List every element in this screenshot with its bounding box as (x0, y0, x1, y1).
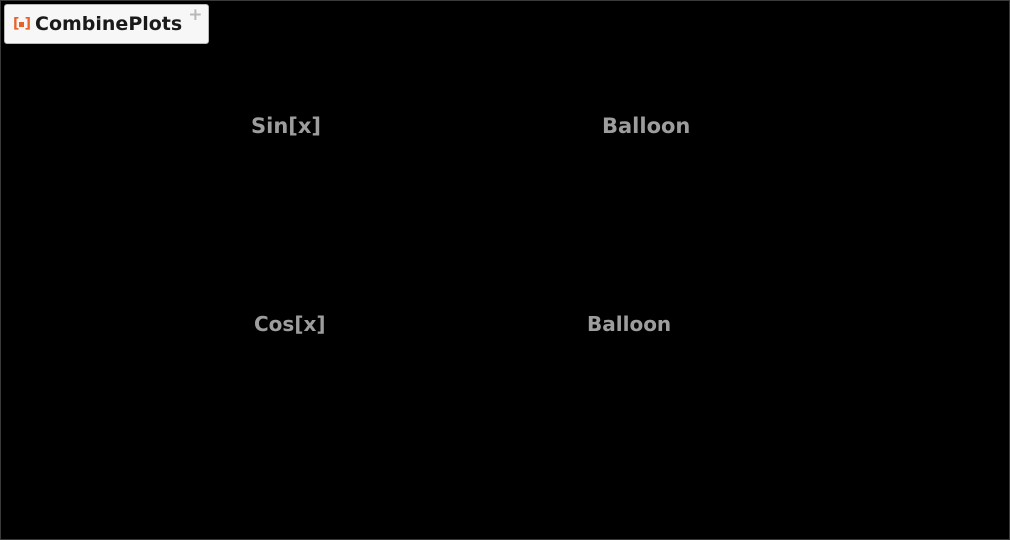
balloon-label-bottom: Balloon (587, 312, 672, 336)
cos-label: Cos[x] (254, 312, 326, 336)
resource-function-icon: [ ] (13, 16, 30, 32)
sin-label: Sin[x] (251, 114, 322, 138)
balloon-label-top: Balloon (602, 114, 691, 138)
resource-function-label: CombinePlots (35, 13, 183, 35)
resource-function-token[interactable] (4, 4, 209, 44)
expand-plus-icon[interactable]: + (188, 5, 203, 25)
